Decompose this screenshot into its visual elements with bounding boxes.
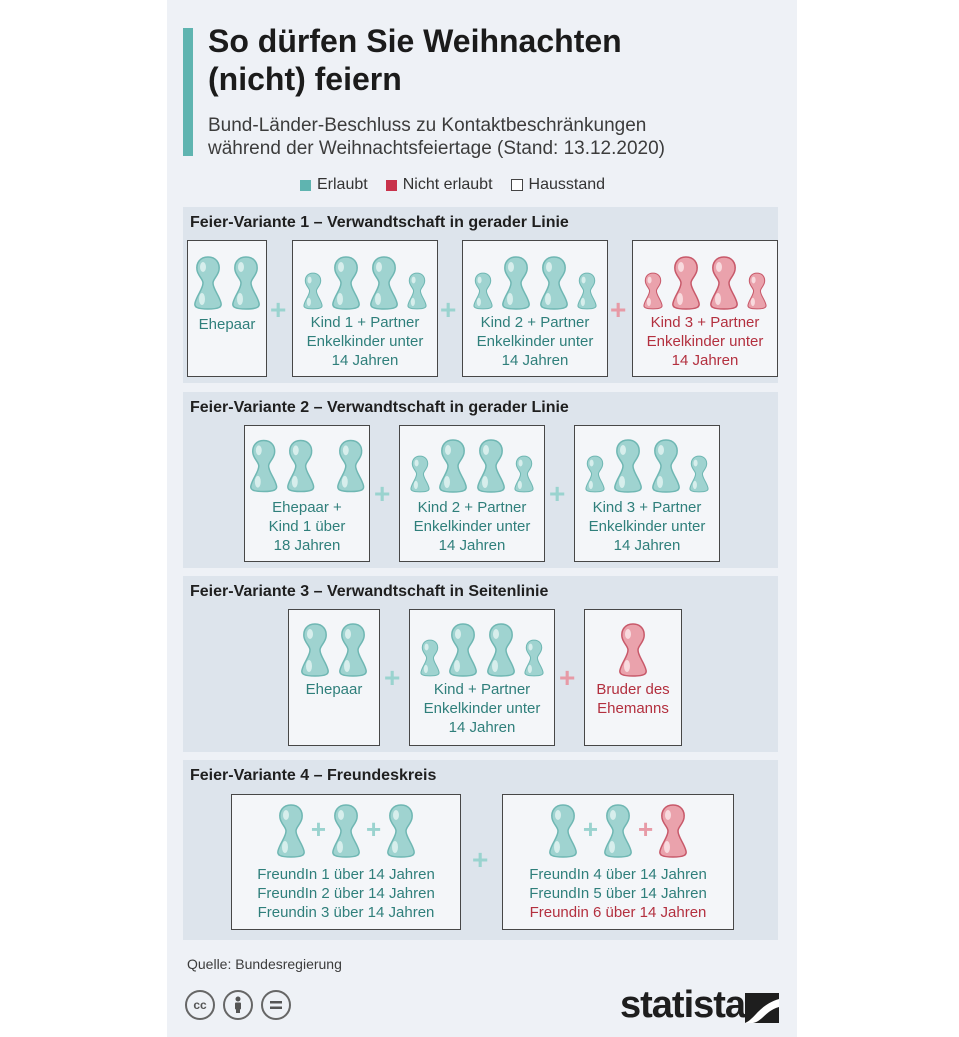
person-icon — [500, 255, 532, 311]
variant-2-box-3 — [574, 425, 720, 562]
person-icon — [472, 271, 494, 311]
person-icon — [617, 622, 649, 678]
variant-4-box-1 — [231, 794, 461, 930]
plus-icon: + — [310, 814, 326, 844]
legend-allowed-label: Erlaubt — [317, 176, 368, 193]
caption-line: Kind 2 + Partner — [417, 499, 527, 516]
variant-4-title: Feier-Variante 4 – Freundeskreis — [190, 767, 437, 784]
cc-icon: cc — [185, 990, 215, 1020]
person-icons — [503, 803, 733, 859]
title-accent-bar — [183, 28, 193, 156]
legend-not-allowed — [386, 176, 493, 194]
subtitle-line-2: während der Weihnachtsfeiertage (Stand: 13.12.2020) — [208, 138, 666, 159]
caption-line: Bruder des — [596, 681, 670, 698]
caption-line: Enkelkinder unter — [413, 518, 531, 535]
variant-3-box-3 — [584, 609, 682, 746]
person-icons — [633, 253, 777, 311]
variant-2-title: Feier-Variante 2 – Verwandtschaft in gerader Linie — [190, 399, 569, 416]
caption-line: 14 Jahren — [438, 537, 506, 554]
plus-icon: + — [559, 662, 576, 693]
caption-line: 14 Jahren — [331, 352, 399, 369]
box-caption — [503, 865, 733, 922]
box-caption — [585, 680, 681, 718]
person-icon — [602, 803, 634, 859]
person-icon — [746, 271, 768, 311]
box-caption — [575, 498, 719, 555]
plus-icon: + — [472, 844, 489, 875]
box-caption — [400, 498, 544, 555]
page-title — [208, 22, 622, 98]
caption-line: 14 Jahren — [613, 537, 681, 554]
caption-line: Ehepaar — [305, 681, 363, 698]
person-icon — [538, 255, 570, 311]
person-icon — [337, 622, 369, 678]
box-caption — [245, 498, 369, 555]
caption-line: FreundIn 1 über 14 Jahren — [257, 866, 435, 883]
variant-1-box-4 — [632, 240, 778, 377]
person-icon — [330, 255, 362, 311]
allowed-swatch-icon — [300, 180, 311, 191]
box-caption — [410, 680, 554, 737]
person-icon — [612, 438, 644, 494]
box-caption — [463, 313, 607, 370]
person-icons — [188, 253, 266, 311]
caption-line: Kind 1 + Partner — [310, 314, 420, 331]
person-icons — [293, 253, 437, 311]
person-icon — [302, 271, 324, 311]
person-icon — [670, 255, 702, 311]
person-icon — [657, 803, 689, 859]
person-icon — [547, 803, 579, 859]
person-icons — [245, 436, 369, 494]
variant-4-box-2 — [502, 794, 734, 930]
caption-line: Ehemanns — [597, 700, 669, 717]
variant-3-box-2 — [409, 609, 555, 746]
plus-icon: + — [384, 662, 401, 693]
person-icons — [289, 620, 379, 678]
by-icon — [223, 990, 253, 1020]
caption-line: Enkelkinder unter — [476, 333, 594, 350]
person-icon — [576, 271, 598, 311]
person-icon — [285, 438, 316, 494]
not-allowed-swatch-icon — [386, 180, 397, 191]
legend — [300, 176, 623, 194]
plus-icon: + — [610, 294, 627, 325]
caption-line: Kind 1 über — [268, 518, 346, 535]
caption-line: 14 Jahren — [448, 719, 516, 736]
variant-3-title: Feier-Variante 3 – Verwandtschaft in Seitenlinie — [190, 583, 549, 600]
caption-line: 18 Jahren — [273, 537, 341, 554]
box-caption — [188, 315, 266, 334]
caption-line: FreundIn 4 über 14 Jahren — [529, 866, 707, 883]
caption-line: Enkelkinder unter — [588, 518, 706, 535]
person-icons — [575, 436, 719, 494]
person-icon — [584, 454, 606, 494]
legend-allowed — [300, 176, 368, 194]
plus-icon: + — [366, 814, 382, 844]
variant-3-box-1 — [288, 609, 380, 746]
legend-household-label: Hausstand — [528, 176, 606, 193]
person-icon — [192, 255, 224, 311]
person-icon — [708, 255, 740, 311]
caption-line: 14 Jahren — [501, 352, 569, 369]
caption-line: Ehepaar — [198, 316, 256, 333]
person-icon — [688, 454, 710, 494]
person-icon — [485, 622, 517, 678]
caption-line: Freundin 6 über 14 Jahren — [529, 904, 707, 921]
caption-line: Kind 3 + Partner — [592, 499, 702, 516]
person-icon — [275, 803, 307, 859]
variant-2-box-1 — [244, 425, 370, 562]
person-icon — [650, 438, 682, 494]
plus-icon: + — [440, 294, 457, 325]
box-caption — [633, 313, 777, 370]
plus-icon: + — [374, 478, 391, 509]
title-line-2: (nicht) feiern — [208, 61, 402, 97]
caption-line: 14 Jahren — [671, 352, 739, 369]
variant-1-box-3 — [462, 240, 608, 377]
person-icons — [410, 620, 554, 678]
person-icon — [368, 255, 400, 311]
caption-line: FreundIn 2 über 14 Jahren — [257, 885, 435, 902]
person-icon — [523, 638, 545, 678]
subtitle-line-1: Bund-Länder-Beschluss zu Kontaktbeschränkungen — [208, 115, 647, 136]
caption-line: Kind + Partner — [433, 681, 531, 698]
box-caption — [232, 865, 460, 922]
person-icon — [447, 622, 479, 678]
person-icons — [400, 436, 544, 494]
variant-2-box-2 — [399, 425, 545, 562]
plus-icon: + — [270, 294, 287, 325]
caption-line: Kind 3 + Partner — [650, 314, 760, 331]
caption-line: Enkelkinder unter — [423, 700, 541, 717]
source-note: Quelle: Bundesregierung — [187, 956, 342, 972]
variant-1-title: Feier-Variante 1 – Verwandtschaft in gerader Linie — [190, 214, 569, 231]
person-icon — [230, 255, 262, 311]
person-icon — [642, 271, 664, 311]
caption-line: Kind 2 + Partner — [480, 314, 590, 331]
person-icons — [585, 620, 681, 678]
legend-household — [511, 176, 606, 194]
subtitle — [208, 114, 665, 160]
caption-line: Enkelkinder unter — [646, 333, 764, 350]
plus-icon: + — [582, 814, 598, 844]
caption-line: Freundin 3 über 14 Jahren — [257, 904, 435, 921]
person-icons — [463, 253, 607, 311]
person-icon — [299, 622, 331, 678]
person-icon — [409, 454, 431, 494]
person-icons — [232, 803, 460, 859]
caption-line: FreundIn 5 über 14 Jahren — [529, 885, 707, 902]
variant-1-box-1 — [187, 240, 267, 377]
person-icon — [248, 438, 279, 494]
statista-logo: statista — [620, 984, 746, 1026]
person-icon — [475, 438, 507, 494]
variant-1-box-2 — [292, 240, 438, 377]
person-icon — [419, 638, 441, 678]
household-swatch-icon — [511, 179, 523, 191]
statista-logo-mark-icon — [745, 993, 779, 1023]
person-icon — [330, 803, 362, 859]
box-caption — [289, 680, 379, 699]
person-icon — [437, 438, 469, 494]
box-caption — [293, 313, 437, 370]
plus-icon: + — [549, 478, 566, 509]
nd-icon — [261, 990, 291, 1020]
title-line-1: So dürfen Sie Weihnachten — [208, 23, 622, 59]
caption-line: Ehepaar + — [272, 499, 342, 516]
person-icon — [385, 803, 417, 859]
legend-not-allowed-label: Nicht erlaubt — [402, 176, 493, 193]
plus-icon: + — [638, 814, 654, 844]
person-icon — [406, 271, 428, 311]
person-icon — [513, 454, 535, 494]
person-icon — [335, 438, 366, 494]
caption-line: Enkelkinder unter — [306, 333, 424, 350]
